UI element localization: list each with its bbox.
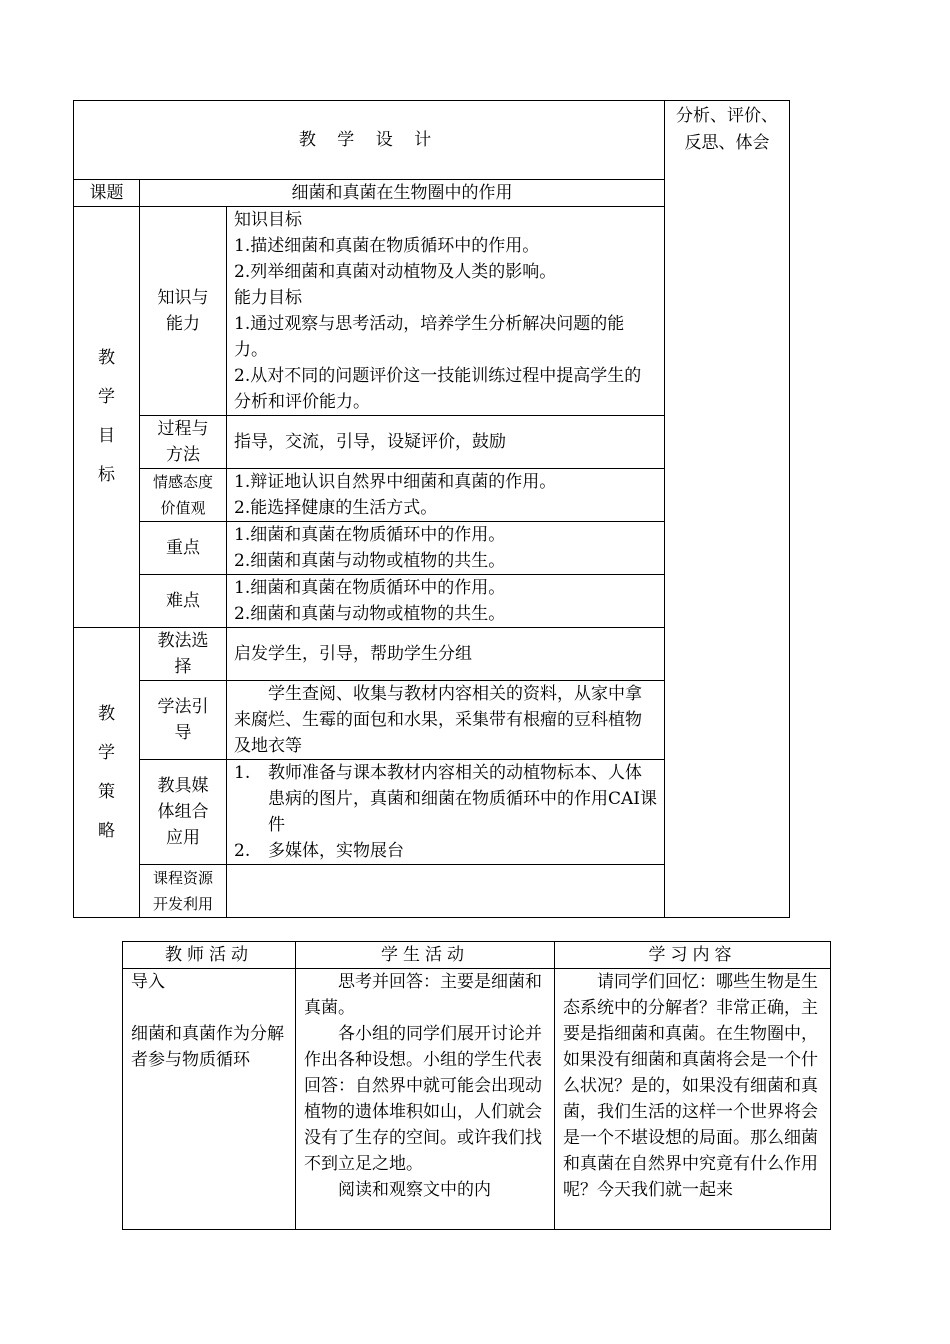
student-activity: 思考并回答：主要是细菌和真菌。 各小组的同学们展开讨论并作出各种设想。小组的学生代表回答：自然界中就可能会出现动植物的遗体堆积如山，人们就会没有了生存的空间。或许我们找不到立足之地。 阅读和观察文中的内 bbox=[296, 969, 555, 1230]
header-content: 学习内容 bbox=[555, 942, 831, 969]
strategy-label: 教 学 策 略 bbox=[74, 628, 140, 918]
teacher-activity: 导入 细菌和真菌作为分解者参与物质循环 bbox=[123, 969, 296, 1230]
analysis-column bbox=[665, 101, 790, 918]
process-value: 指导，交流，引导，设疑评价，鼓励 bbox=[227, 416, 665, 469]
resource-value bbox=[227, 865, 665, 918]
study-label: 学法引导 bbox=[140, 681, 227, 760]
knowledge-content: 知识目标 1.描述细菌和真菌在物质循环中的作用。 2.列举细菌和真菌对动植物及人类的影响。 能力目标 1.通过观察与思考活动，培养学生分析解决问题的能力。 2.从对不同的问题评价这一技能训练过程中提高学生的分析和评价能力。 bbox=[227, 207, 665, 416]
topic-label: 课题 bbox=[74, 180, 140, 207]
activity-table bbox=[122, 941, 831, 1230]
difficulty-content: 1.细菌和真菌在物质循环中的作用。 2.细菌和真菌与动物或植物的共生。 bbox=[227, 575, 665, 628]
knowledge-label: 知识与能力 bbox=[140, 207, 227, 416]
objectives-label: 教 学 目 标 bbox=[74, 207, 140, 628]
topic-value: 细菌和真菌在生物圈中的作用 bbox=[140, 180, 665, 207]
key-label: 重点 bbox=[140, 522, 227, 575]
process-label: 过程与方法 bbox=[140, 416, 227, 469]
header-teacher: 教师活动 bbox=[123, 942, 296, 969]
learning-content: 请同学们回忆：哪些生物是生态系统中的分解者？非常正确，主要是指细菌和真菌。在生物圈中，如果没有细菌和真菌将会是一个什么状况？是的，如果没有细菌和真菌，我们生活的这样一个世界将会是一个不堪设想的局面。那么细菌和真菌在自然界中究竟有什么作用呢？今天我们就一起来 bbox=[555, 969, 831, 1230]
method-value: 启发学生，引导，帮助学生分组 bbox=[227, 628, 665, 681]
key-content: 1.细菌和真菌在物质循环中的作用。 2.细菌和真菌与动物或植物的共生。 bbox=[227, 522, 665, 575]
design-title: 教 学 设 计 bbox=[74, 101, 665, 180]
media-item: 2. 多媒体，实物展台 bbox=[234, 841, 404, 861]
media-label: 教具媒体组合应用 bbox=[140, 760, 227, 865]
header-student: 学生活动 bbox=[296, 942, 555, 969]
method-label: 教法选择 bbox=[140, 628, 227, 681]
media-item: 1. 教师准备与课本教材内容相关的动植物标本、人体患病的图片，真菌和细菌在物质循环中的作用CAI课件 bbox=[234, 763, 657, 835]
study-value: 学生查阅、收集与教材内容相关的资料，从家中拿来腐烂、生霉的面包和水果，采集带有根瘤的豆科植物及地衣等 bbox=[227, 681, 665, 760]
difficulty-label: 难点 bbox=[140, 575, 227, 628]
analysis-header: 分析、评价、反思、体会 bbox=[676, 106, 779, 153]
resource-label: 课程资源开发利用 bbox=[140, 865, 227, 918]
media-content bbox=[227, 760, 665, 865]
emotion-label: 情感态度价值观 bbox=[140, 469, 227, 522]
lesson-design-table bbox=[73, 100, 790, 918]
emotion-content: 1.辩证地认识自然界中细菌和真菌的作用。 2.能选择健康的生活方式。 bbox=[227, 469, 665, 522]
